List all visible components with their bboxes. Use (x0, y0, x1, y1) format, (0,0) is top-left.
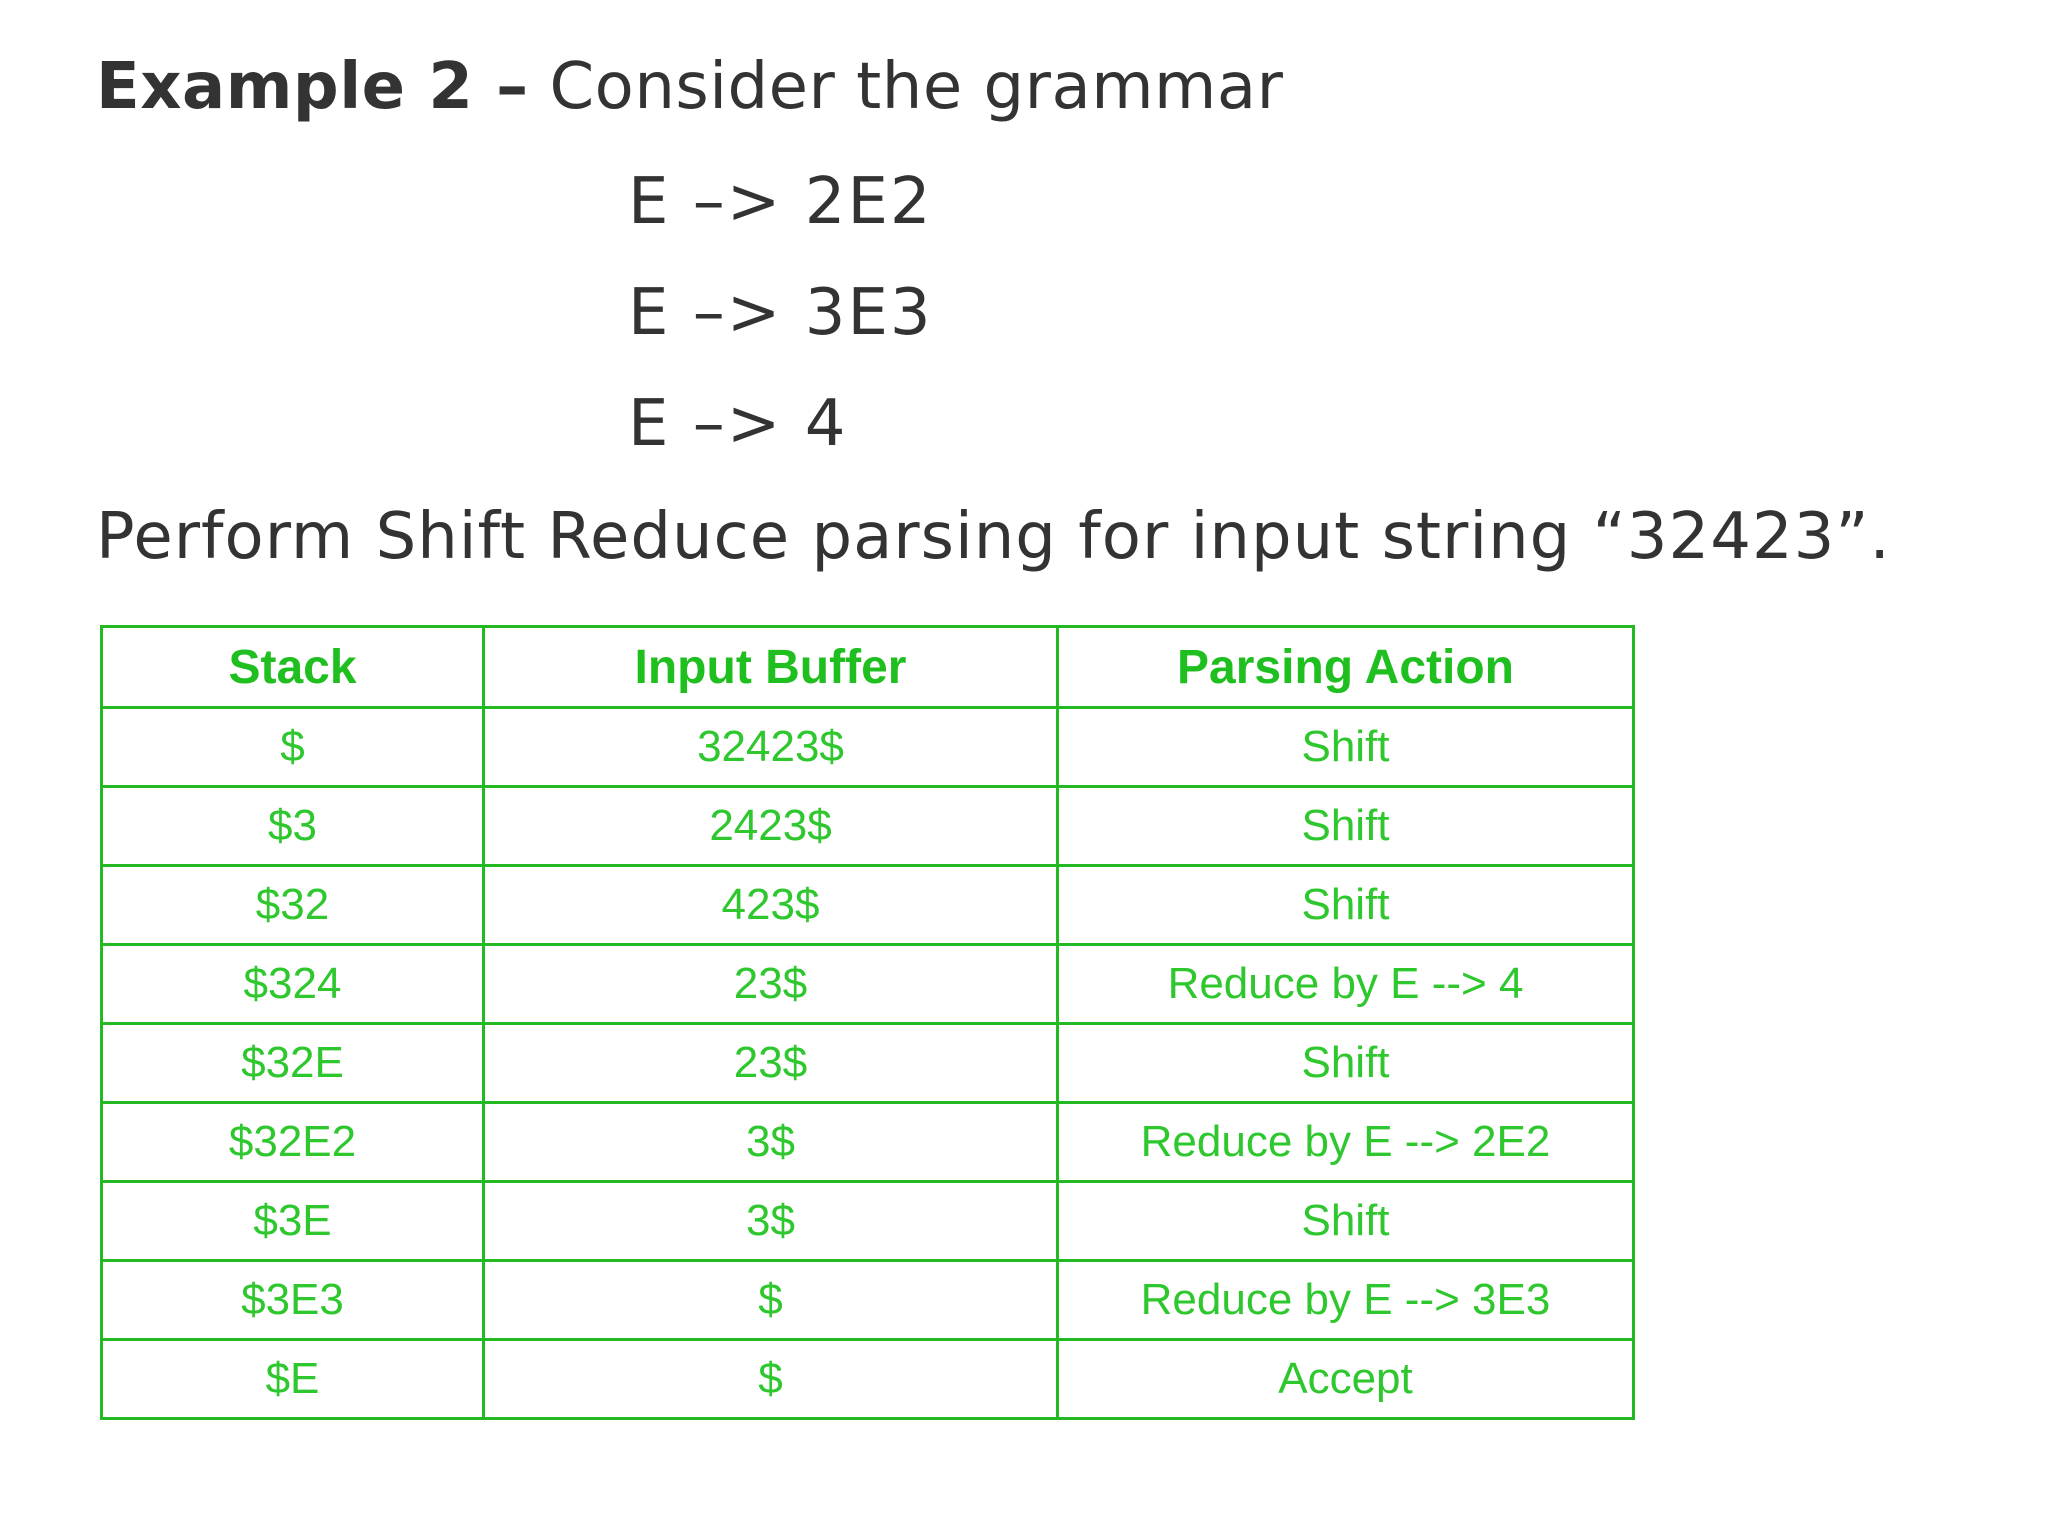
table-header-row (102, 627, 1634, 708)
table-row (102, 1261, 1634, 1340)
parsing-action-cell: Accept (1058, 1340, 1634, 1419)
column-header-parsing-action: Parsing Action (1058, 627, 1634, 708)
parsing-action-cell: Shift (1058, 1182, 1634, 1261)
parsing-table (100, 625, 1635, 1420)
parsing-action-cell: Shift (1058, 1024, 1634, 1103)
column-header-input-buffer: Input Buffer (484, 627, 1058, 708)
grammar-rule: E –> 4 (628, 387, 848, 461)
parsing-action-cell: Reduce by E --> 2E2 (1058, 1103, 1634, 1182)
example-title: Consider the grammar (528, 50, 1284, 124)
task-statement: Perform Shift Reduce parsing for input string “32423”. (96, 500, 1891, 574)
stack-cell: $32E (102, 1024, 484, 1103)
stack-cell: $32 (102, 866, 484, 945)
stack-cell: $ (102, 708, 484, 787)
stack-cell: $324 (102, 945, 484, 1024)
table-row (102, 1103, 1634, 1182)
input-buffer-cell: 423$ (484, 866, 1058, 945)
input-buffer-cell: 3$ (484, 1182, 1058, 1261)
table-row (102, 1024, 1634, 1103)
input-buffer-cell: 23$ (484, 945, 1058, 1024)
input-buffer-cell: 2423$ (484, 787, 1058, 866)
example-heading (96, 50, 1283, 124)
column-header-stack: Stack (102, 627, 484, 708)
parsing-action-cell: Shift (1058, 866, 1634, 945)
table-row (102, 708, 1634, 787)
input-buffer-cell: 3$ (484, 1103, 1058, 1182)
stack-cell: $3 (102, 787, 484, 866)
parsing-action-cell: Reduce by E --> 4 (1058, 945, 1634, 1024)
stack-cell: $3E (102, 1182, 484, 1261)
input-buffer-cell: 23$ (484, 1024, 1058, 1103)
table-row (102, 945, 1634, 1024)
input-buffer-cell: 32423$ (484, 708, 1058, 787)
input-buffer-cell: $ (484, 1340, 1058, 1419)
table-row (102, 787, 1634, 866)
table-row (102, 866, 1634, 945)
stack-cell: $32E2 (102, 1103, 484, 1182)
parsing-action-cell: Shift (1058, 708, 1634, 787)
table-row (102, 1340, 1634, 1419)
grammar-rule: E –> 3E3 (628, 276, 933, 350)
parsing-action-cell: Reduce by E --> 3E3 (1058, 1261, 1634, 1340)
grammar-rule: E –> 2E2 (628, 165, 933, 239)
stack-cell: $E (102, 1340, 484, 1419)
input-buffer-cell: $ (484, 1261, 1058, 1340)
example-label: Example 2 – (96, 50, 529, 124)
table-row (102, 1182, 1634, 1261)
stack-cell: $3E3 (102, 1261, 484, 1340)
parsing-action-cell: Shift (1058, 787, 1634, 866)
